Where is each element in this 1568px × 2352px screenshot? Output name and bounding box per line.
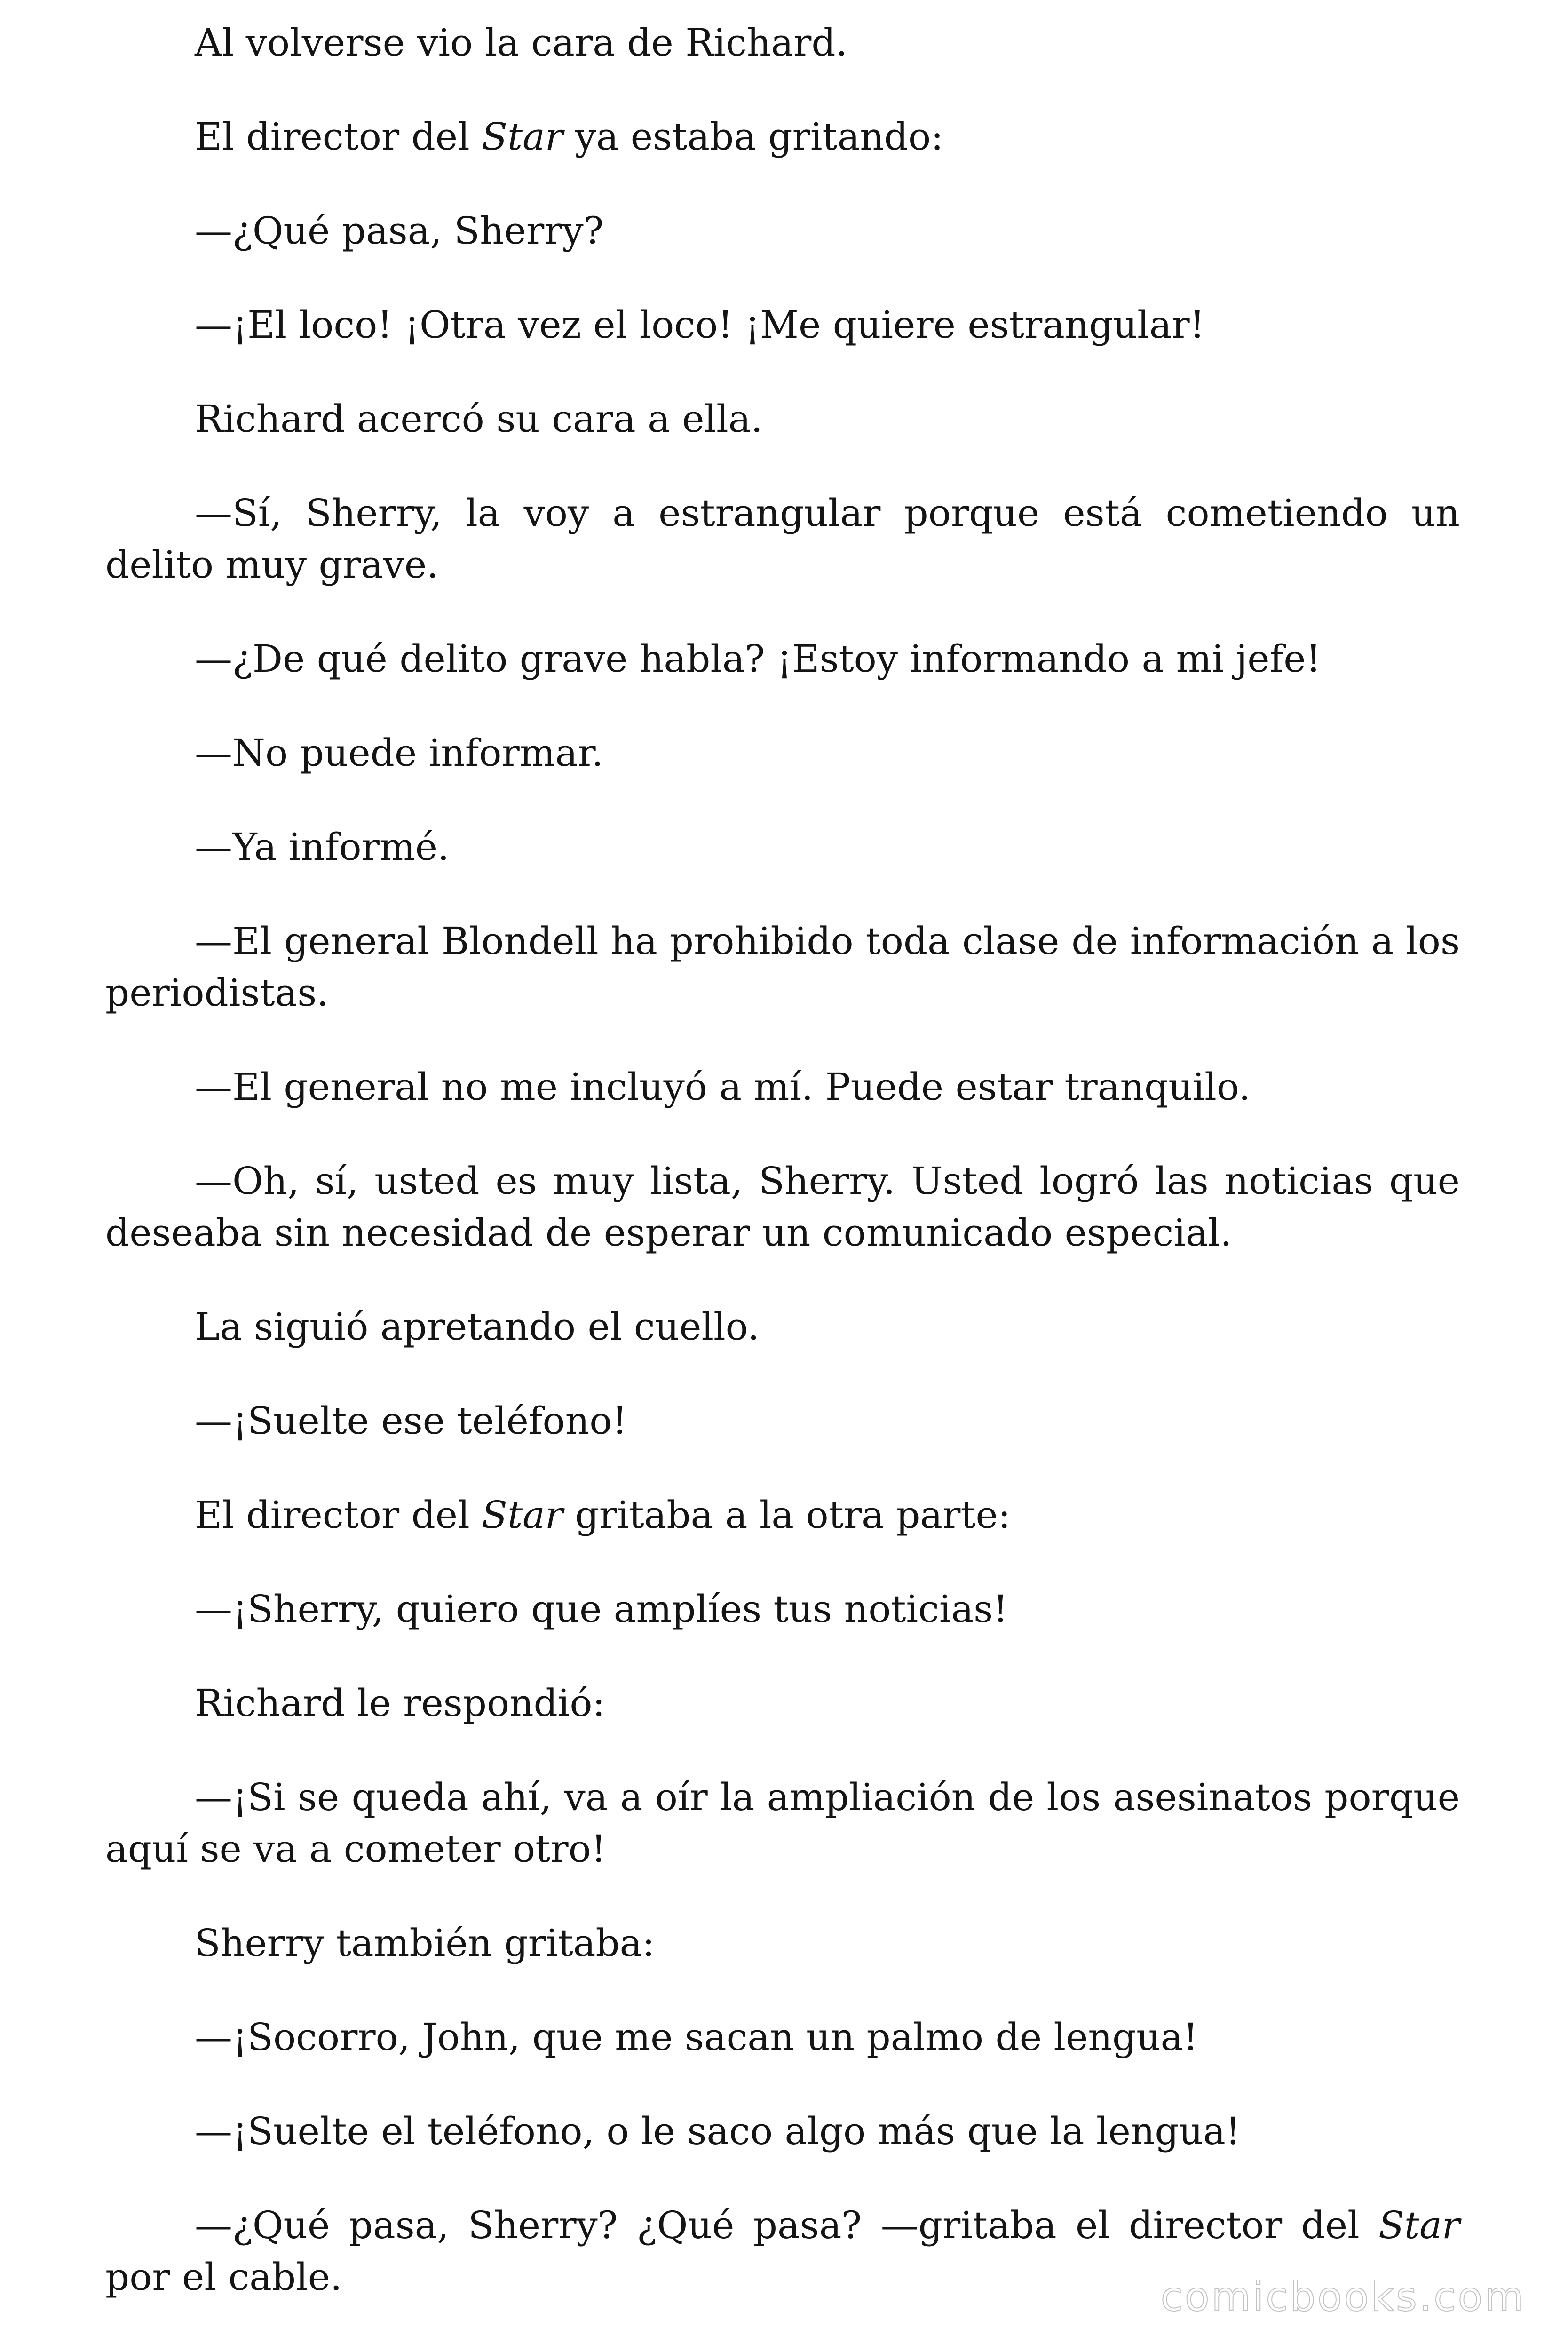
text-run: El director del <box>195 115 482 159</box>
text-run: ya estaba gritando: <box>563 115 944 159</box>
text-run: gritaba a la otra parte: <box>563 1493 1011 1537</box>
text-run: Sherry también gritaba: <box>195 1921 655 1965</box>
text-run: —¡Suelte el teléfono, o le saco algo más que la lengua! <box>195 2109 1241 2153</box>
paragraph <box>105 393 1460 445</box>
paragraph <box>105 205 1460 257</box>
text-run: Richard acercó su cara a ella. <box>195 397 763 441</box>
paragraph <box>105 2011 1460 2063</box>
text-run: —Oh, sí, usted es muy lista, Sherry. Usted logró las noticias que deseaba sin necesidad de esperar un comunicado especial. <box>105 1159 1460 1255</box>
paragraph <box>105 111 1460 163</box>
text-run: por el cable. <box>105 2255 342 2299</box>
watermark: comicbooks.com <box>1160 2273 1526 2320</box>
text-run: —¿Qué pasa, Sherry? <box>195 209 604 253</box>
paragraph <box>105 1772 1460 1875</box>
text-run: El director del <box>195 1493 482 1537</box>
italic-title-run: Star <box>1378 2203 1460 2247</box>
paragraph <box>105 1301 1460 1353</box>
italic-title-run: Star <box>482 115 563 159</box>
paragraph <box>105 633 1460 685</box>
paragraph <box>105 299 1460 351</box>
text-run: —No puede informar. <box>195 731 604 775</box>
paragraph <box>105 1917 1460 1969</box>
paragraph <box>105 1677 1460 1729</box>
paragraph <box>105 821 1460 873</box>
paragraph <box>105 17 1460 69</box>
paragraph <box>105 1583 1460 1635</box>
text-run: —¡Sherry, quiero que amplíes tus noticias! <box>195 1587 1008 1631</box>
text-run: —¿Qué pasa, Sherry? ¿Qué pasa? —gritaba el director del <box>195 2203 1379 2247</box>
text-run: —Ya informé. <box>195 825 450 869</box>
text-run: Richard le respondió: <box>195 1681 605 1725</box>
body-text <box>105 17 1460 2303</box>
text-run: —¡Socorro, John, que me sacan un palmo de lengua! <box>195 2015 1198 2059</box>
text-run: —¡Si se queda ahí, va a oír la ampliación de los asesinatos porque aquí se va a cometer otro! <box>105 1775 1460 1871</box>
paragraph <box>105 1395 1460 1447</box>
text-run: —El general Blondell ha prohibido toda clase de información a los periodistas. <box>105 919 1460 1015</box>
text-run: —Sí, Sherry, la voy a estrangular porque está cometiendo un delito muy grave. <box>105 491 1460 587</box>
paragraph <box>105 2106 1460 2157</box>
paragraph <box>105 487 1460 591</box>
paragraph <box>105 727 1460 779</box>
text-run: Al volverse vio la cara de Richard. <box>195 21 848 64</box>
paragraph <box>105 1489 1460 1541</box>
text-run: —¡El loco! ¡Otra vez el loco! ¡Me quiere estrangular! <box>195 303 1205 347</box>
text-run: La siguió apretando el cuello. <box>195 1305 760 1349</box>
text-run: —¿De qué delito grave habla? ¡Estoy informando a mi jefe! <box>195 637 1321 681</box>
paragraph <box>105 1155 1460 1259</box>
text-run: —¡Suelte ese teléfono! <box>195 1399 627 1443</box>
paragraph <box>105 1061 1460 1113</box>
italic-title-run: Star <box>482 1493 563 1537</box>
text-run: —El general no me incluyó a mí. Puede estar tranquilo. <box>195 1065 1251 1109</box>
paragraph <box>105 915 1460 1019</box>
